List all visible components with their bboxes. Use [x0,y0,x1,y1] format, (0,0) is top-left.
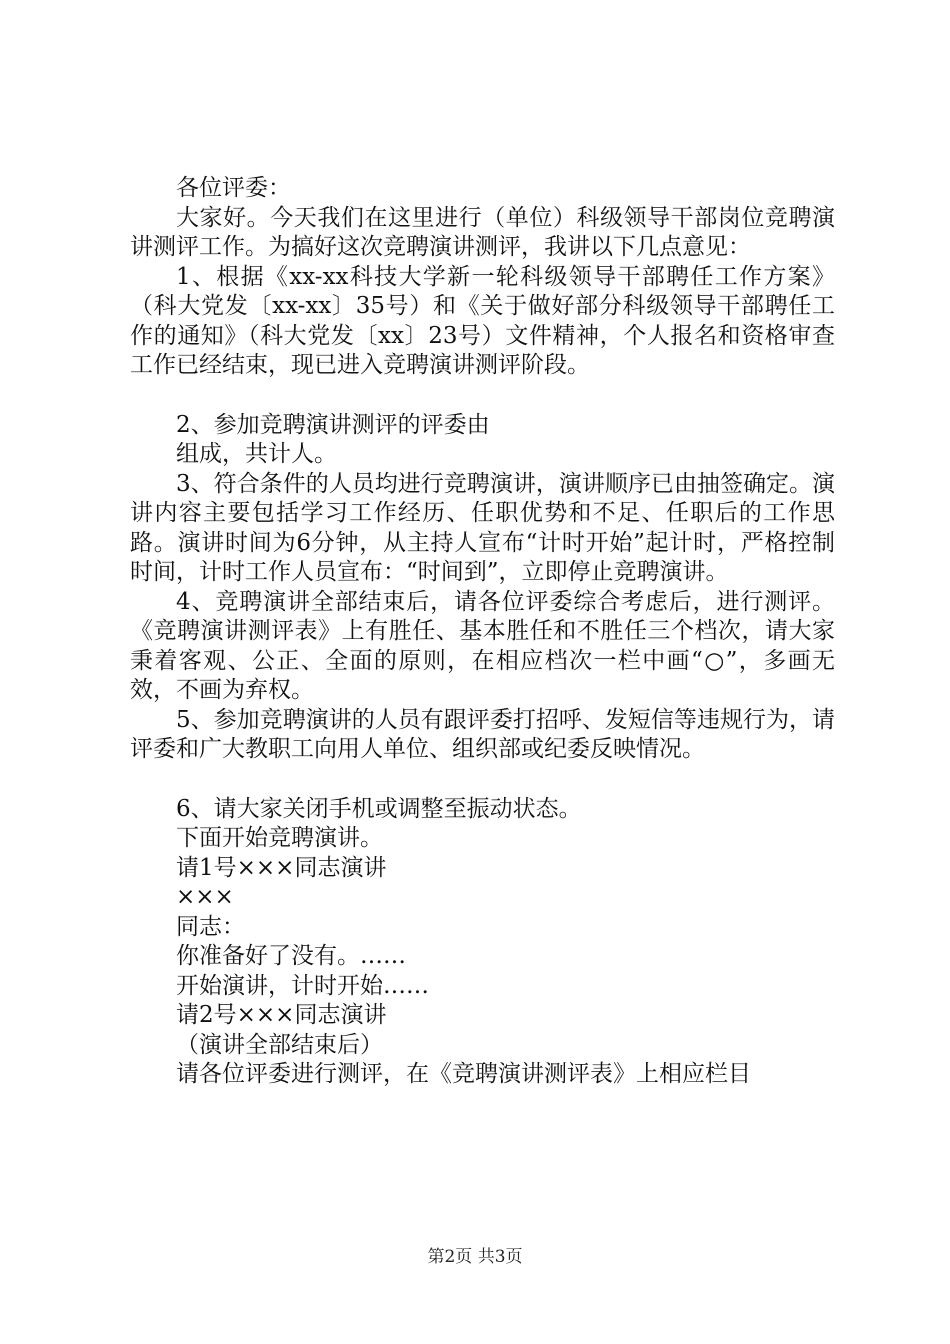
paragraph-intro: 大家好。今天我们在这里进行（单位）科级领导干部岗位竞聘演讲测评工作。为搞好这次竞聘演讲测评，我讲以下几点意见： [130,204,835,260]
paragraph-speaker-1: 请1号×××同志演讲 [176,854,387,881]
paragraph-item-2: 2、参加竞聘演讲测评的评委由 [176,411,490,438]
salutation: 各位评委： [176,175,291,201]
document-body [130,174,835,1090]
paragraph-name-placeholder: ××× [176,884,234,910]
paragraph-ready: 你准备好了没有。…… [176,943,406,969]
page-number-footer: 第2页 共3页 [427,1247,523,1267]
paragraph-item-4: 4、竞聘演讲全部结束后，请各位评委综合考虑后，进行测评。《竞聘演讲测评表》上有胜任、基本胜任和不胜任三个档次，请大家秉着客观、公正、全面的原则，在相应档次一栏中画“○”，多画无效，不画为弃权。 [130,588,835,703]
paragraph-after: （演讲全部结束后） [176,1031,383,1058]
paragraph-item-5: 5、参加竞聘演讲的人员有跟评委打招呼、发短信等违规行为，请评委和广大教职工向用人单位、组织部或纪委反映情况。 [130,706,835,762]
paragraph-gap [130,381,835,411]
paragraph-timing: 开始演讲，计时开始…… [176,972,429,999]
paragraph-evaluate: 请各位评委进行测评，在《竞聘演讲测评表》上相应栏目 [176,1061,751,1087]
paragraph-item-2-cont: 组成，共计人。 [176,441,337,467]
paragraph-item-3: 3、符合条件的人员均进行竞聘演讲，演讲顺序已由抽签确定。演讲内容主要包括学习工作经历、任职优势和不足、任职后的工作思路。演讲时间为6分钟，从主持人宣布“计时开始”起计时，严格控制时间，计时工作人员宣布：“时间到”，立即停止竞聘演讲。 [130,470,835,585]
paragraph-start: 下面开始竞聘演讲。 [176,825,383,851]
paragraph-item-1: 1、根据《xx-xx科技大学新一轮科级领导干部聘任工作方案》（科大党发〔xx-xx〕35号）和《关于做好部分科级领导干部聘任工作的通知》（科大党发〔xx〕23号）文件精神，个人报名和资格审查工作已经结束，现已进入竞聘演讲测评阶段。 [130,263,835,378]
paragraph-item-6: 6、请大家关闭手机或调整至振动状态。 [176,795,582,822]
paragraph-comrade: 同志： [176,913,245,940]
paragraph-speaker-2: 请2号×××同志演讲 [176,1002,387,1028]
paragraph-gap [130,765,835,795]
